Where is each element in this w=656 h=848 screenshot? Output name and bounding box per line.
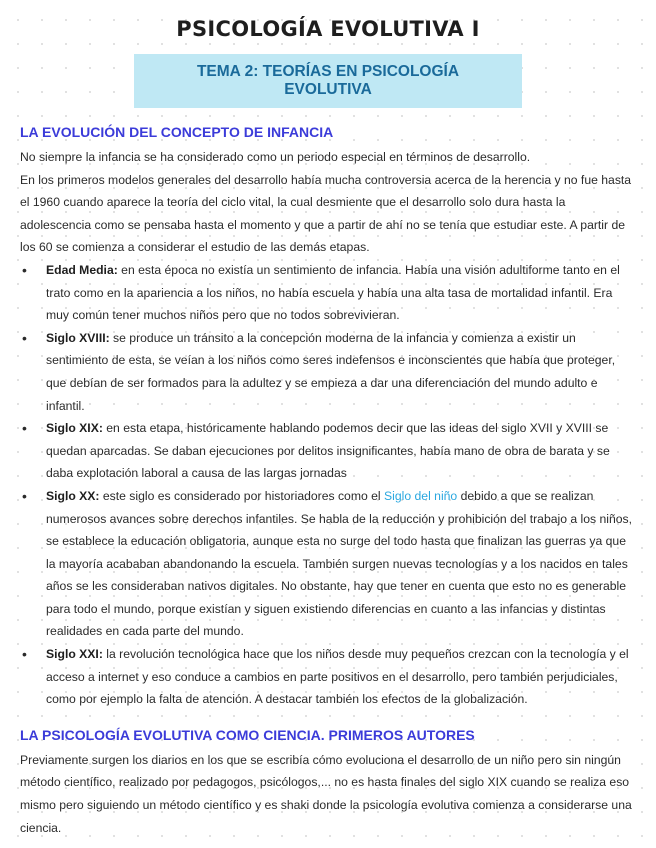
bullet-icon: •: [22, 261, 27, 278]
bullet-icon: •: [22, 646, 27, 663]
list-item-siglo-xxi: [22, 643, 636, 711]
period-list: [20, 259, 636, 711]
item-text: la revolución tecnológica hace que los niños desde muy pequeños crezcan con la tecnología y el acceso a internet y eso conduce a cambios en parte positivos en el desarrollo, pero también perjudiciales, como por ejemplo la falta de atención. A destacar también los efectos de la globalización.: [46, 647, 629, 707]
term-label: Siglo XX:: [46, 488, 100, 503]
list-item-edad-media: [22, 259, 636, 327]
item-text: se produce un tránsito a la concepción moderna de la infancia y comienza a existir un sentimiento de esta, se veían a los niños como seres indefensos e inconscientes que había que proteger, que debían de ser formados para la adultez y se empieza a dar una diferenciación del mundo adulto e infantil.: [46, 330, 616, 413]
term-label: Siglo XVIII:: [46, 330, 110, 345]
bullet-icon: •: [22, 487, 27, 504]
highlighted-term: Siglo del niño: [384, 488, 458, 503]
term-label: Edad Media:: [46, 262, 118, 277]
topic-banner: TEMA 2: TEORÍAS EN PSICOLOGÍA EVOLUTIVA: [134, 54, 522, 108]
bullet-icon: •: [22, 329, 27, 346]
intro-paragraph-2: En los primeros modelos generales del desarrollo había mucha controversia acerca de la herencia y no fue hasta el 1960 cuando aparece la teoría del ciclo vital, la cual desmiente que el desarrollo solo dura hasta la adolescencia como se pensaba hasta el momento y que a partir de ahí no se tenía que estudiar este. A partir de los 60 se comienza a considerar el estudio de las demás etapas.: [20, 172, 632, 255]
item-text: en esta época no existía un sentimiento de infancia. Había una visión adultiforme tanto en el trato como en la apariencia a los niños, no había escuela y había una alta tasa de mortalidad infantil. Era muy común tener muchos niños pero que no todos sobrevivieran.: [46, 262, 620, 323]
item-text: en esta etapa, históricamente hablando podemos decir que las ideas del siglo XVII y XVIII se quedan aparcadas. Se daban ejecuciones por delitos insignificantes, había mano de obra de barata y se daba explotación laboral a causa de las largas jornadas: [46, 421, 610, 481]
item-text-before: este siglo es considerado por historiadores como el: [99, 488, 385, 503]
list-item-siglo-xix: [22, 417, 636, 485]
list-item-siglo-xx: [22, 485, 636, 643]
section-heading-ciencia: LA PSICOLOGÍA EVOLUTIVA COMO CIENCIA. PRIMEROS AUTORES: [20, 726, 475, 743]
document-page: [20, 10, 636, 839]
section2-paragraph: Previamente surgen los diarios en los que se escribía cómo evoluciona el desarrollo de un niño pero sin ningún método científico, realizado por pedagogos, psicólogos,... no es hasta finales del siglo XIX cuando se realiza eso mismo pero siguiendo un método científico y es shaki donde la psicología evolutiva comienza a considerarse una ciencia.: [20, 752, 632, 835]
bullet-icon: •: [22, 420, 27, 437]
term-label: Siglo XXI:: [46, 647, 103, 662]
section-heading-infancia: LA EVOLUCIÓN DEL CONCEPTO DE INFANCIA: [20, 124, 334, 140]
intro-paragraph-1: No siempre la infancia se ha considerado como un periodo especial en términos de desarrollo.: [20, 150, 531, 164]
document-title: PSICOLOGÍA EVOLUTIVA I: [176, 17, 480, 41]
topic-banner-wrapper: [20, 54, 636, 108]
item-text-after: debido a que se realizan numerosos avances sobre derechos infantiles. Se habla de la reducción y prohibición del trabajo a los niños, se establece la educación obligatoria, aunque esta no surge del todo hasta que finalizan las guerras ya que la mayoría acababan abandonando la escuela. También surgen nuevas tecnologías y a los nacidos en tales años se les consideraban nativos digitales. No obstante, hay que tener en cuenta que esto no es generable para todo el mundo, porque existían y siguen existiendo diferencias en cuanto a las infancias y distintas realidades en cada parte del mundo.: [46, 488, 633, 639]
term-label: Siglo XIX:: [46, 421, 103, 436]
list-item-siglo-xviii: [22, 327, 636, 417]
